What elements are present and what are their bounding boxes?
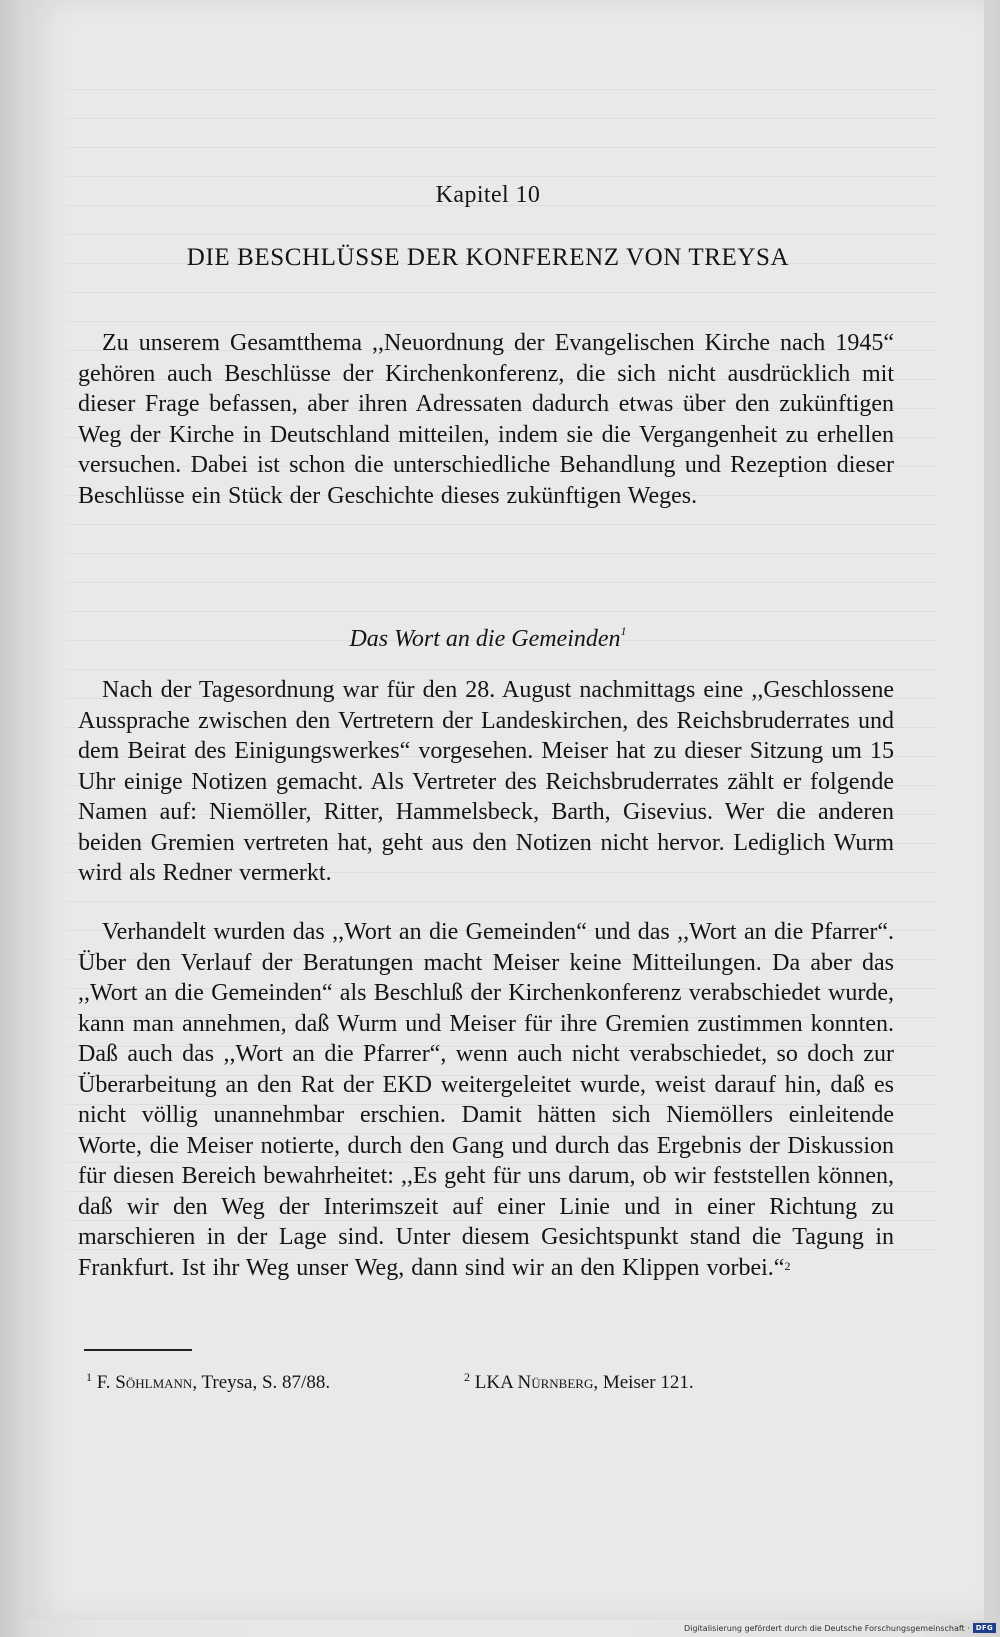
footnote-1-author: F. Söhlmann (96, 1372, 193, 1393)
footnote-2-author: LKA Nürnberg (474, 1372, 594, 1393)
paragraph-3 (78, 917, 894, 1283)
footnote-1 (86, 1372, 330, 1394)
footnote-marker-1: 1 (620, 624, 627, 638)
book-page (26, 0, 984, 1620)
intro-paragraph: Zu unserem Gesamtthema ,,Neuordnung der Evangelischen Kirche nach 1945“ gehören auch Beschlüsse der Kirchenkonferenz, die sich nicht ausdrücklich mit dieser Frage befassen, aber ihren Adressaten dadurch etwas über den zukünftigen Weg der Kirche in Deutschland mitteilen, indem sie die Vergangenheit zu erhellen versuchen. Dabei ist schon die unterschiedliche Behandlung und Rezeption dieser Beschlüsse ein Stück der Geschichte dieses zukünftigen Weges. (78, 330, 894, 509)
digitization-credit (684, 1623, 996, 1633)
footnote-1-number: 1 (86, 1370, 92, 1384)
section-heading-text: Das Wort an die Gemeinden (349, 626, 621, 652)
chapter-label: Kapitel 10 (435, 182, 541, 208)
paragraph-2: Nach der Tagesordnung war für den 28. August nachmittags eine ,,Geschlossene Aussprache zwischen den Vertretern der Landeskirchen, des Reichsbruderrates und dem Beirat des Einigungswerkes“ vorgesehen. Meiser hat zu dieser Sitzung um 15 Uhr einige Notizen gemacht. Als Vertreter des Reichsbruderrates zählt er folgende Namen auf: Niemöller, Ritter, Hammelsbeck, Barth, Gisevius. Wer die anderen beiden Gremien vertreten hat, geht aus den Notizen nicht hervor. Lediglich Wurm wird als Redner vermerkt. (78, 677, 894, 886)
credit-text: Digitalisierung gefördert durch die Deutsche Forschungsgemeinschaft · (683, 1623, 970, 1633)
footnote-marker-2: 2 (784, 1258, 791, 1273)
footnote-1-text: , Treysa, S. 87/88. (192, 1372, 331, 1393)
paragraph-3-text: Verhandelt wurden das ,,Wort an die Gemeinden“ und das ,,Wort an die Pfarrer“. Über den Verlauf der Beratungen macht Meiser keine Mitteilungen. Da aber das ,,Wort an die Gemeinden“ als Beschluß der Kirchenkonferenz verabschiedet wurde, kann man annehmen, daß Wurm und Meiser für ihre Gremien zustimmen konnten. Daß auch das ,,Wort an die Pfarrer“, wenn auch nicht verabschiedet, so doch zur Überarbeitung an den Rat der EKD weitergeleitet wurde, weist darauf hin, daß es nicht völlig unannehmbar erschien. Damit hätten sich Niemöllers einleitende Worte, die Meiser notierte, durch den Gang und durch das Ergebnis der Diskussion für diesen Bereich bewahrheitet: ,,Es geht für uns darum, ob wir feststellen können, daß wir den Weg der Interimszeit auf einer Linie und in einer Richtung zu marschieren in der Lage sind. Unter diesem Gesichtspunkt stand die Tagung in Frankfurt. Ist ihr Weg unser Weg, dann sind wir an den Klippen vorbei.“ (78, 919, 894, 1281)
footnote-2 (464, 1372, 694, 1394)
chapter-title: DIE BESCHLÜSSE DER KONFERENZ VON TREYSA (186, 244, 790, 271)
footnote-2-text: , Meiser 121. (593, 1372, 694, 1393)
dfg-logo: DFG (973, 1623, 996, 1633)
footnote-divider (84, 1349, 192, 1351)
section-heading (78, 626, 898, 653)
footnote-2-number: 2 (464, 1370, 470, 1384)
